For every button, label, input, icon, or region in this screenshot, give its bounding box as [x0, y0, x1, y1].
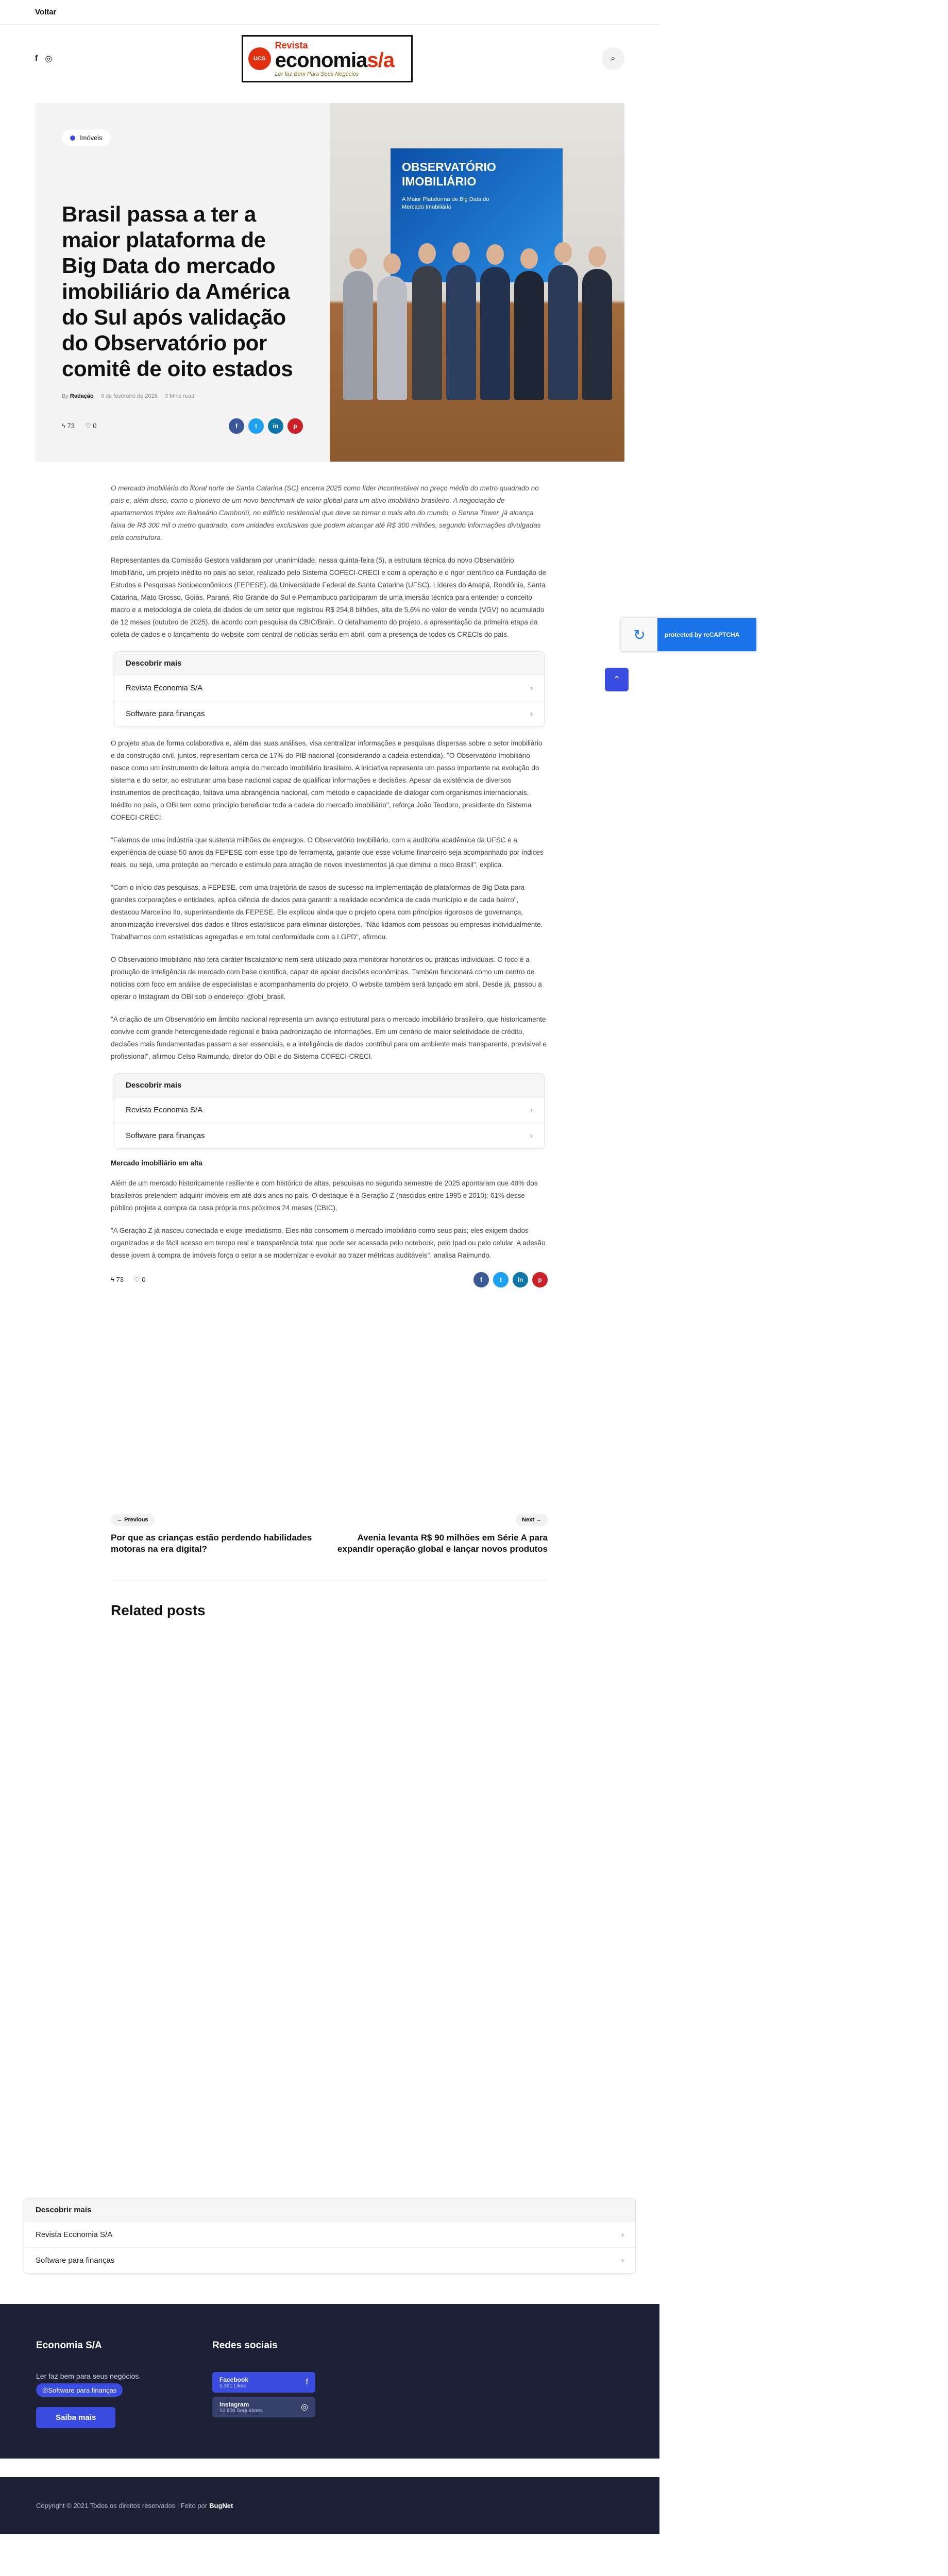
photo-people — [330, 214, 624, 400]
chevron-right-icon: › — [621, 2256, 624, 2265]
paragraph: "A Geração Z já nasceu conectada e exige imediatismo. Eles não consomem o mercado imobiliário como seus pais; eles exigem dados organizados e de fácil acesso em tempo real e transparência total que pode ser acessada pelo notebook, pelo Ipad ou pelo celular. A adesão desse jovem à compra de imóveis força o setor a se modernizar e evoluir ao trazer métricas auditáveis", analisa Raimundo. — [111, 1227, 546, 1259]
share-linkedin-icon[interactable]: in — [513, 1272, 528, 1287]
discover-item[interactable]: Software para finanças › — [24, 2247, 635, 2273]
previous-label: ← Previous — [111, 1514, 155, 1526]
share-linkedin-icon[interactable]: in — [268, 418, 283, 434]
discover-item[interactable]: Revista Economia S/A › — [114, 1097, 544, 1123]
back-link[interactable]: Voltar — [35, 8, 57, 16]
logo-badge: UCS — [248, 47, 271, 70]
share-pinterest-icon[interactable]: p — [287, 418, 303, 434]
paragraph: Além de um mercado historicamente resiliente e com histórico de altas, pesquisas no segundo semestre de 2025 apontaram que 48% dos brasileiros pretendem adquirir imóveis em até dois anos no país. O destaque é a Geração Z (nascidos entre 1995 e 2010): 61% desse público projeta a compra da casa própria nos próximos 24 meses (CBIC). — [111, 1179, 538, 1212]
discover-title: Descobrir mais — [114, 652, 544, 675]
post-navigation — [111, 1514, 548, 1581]
footer-social — [212, 2340, 315, 2421]
discover-box — [114, 651, 545, 727]
chevron-up-icon: ⌃ — [613, 674, 621, 685]
scroll-to-top-button[interactable] — [605, 668, 629, 691]
logo-tagline: Ler faz Bem Para Seus Negócios — [275, 71, 359, 77]
footer-social-title: Redes sociais — [212, 2340, 278, 2351]
subheading: Mercado imobiliário em alta — [111, 1159, 202, 1167]
likes-count[interactable]: ♡ 0 — [133, 1276, 146, 1283]
share-buttons — [229, 418, 303, 434]
paragraph: O projeto atua de forma colaborativa e, além das suas análises, visa centralizar informações e pesquisas dispersas sobre o setor imobiliário e da construção civil, juntos, representam cerca de 17% do PIB nacional (considerando a cadeia estendida). "O Observatório Imobiliário nasce como um instrumento de leitura ampla do mercado imobiliário brasileiro. A iniciativa representa um passo importante na evolução do sistema e do setor, ao estruturar uma base nacional capaz de qualificar informações e decisões. Apesar da existência de diversos instrumentos de precificação, faltava uma abrangência nacional, com método e capacidade de dialogar com organismos internacionais. Inédito no país, o OBI tem como princípio beneficiar toda a cadeia do mercado imobiliário", reforça João Teodoro, presidente do Sistema COFECI-CRECI. — [111, 739, 543, 821]
saiba-mais-button[interactable]: Saiba mais — [36, 2407, 115, 2428]
views-count: ϟ 73 — [111, 1276, 124, 1283]
hero — [35, 103, 624, 462]
logo-main: economias/a — [275, 48, 394, 72]
footer-about — [36, 2340, 141, 2428]
instagram-icon: ◎ — [301, 2403, 308, 2412]
share-twitter-icon[interactable]: t — [493, 1272, 509, 1287]
share-facebook-icon[interactable]: f — [473, 1272, 489, 1287]
share-buttons — [473, 1272, 548, 1287]
lead-paragraph: O mercado imobiliário do litoral norte de Santa Catarina (SC) encerra 2025 como líder incontestável no preço médio do metro quadrado no país e, além disso, como o pioneiro de um novo benchmark de valor global para um ativo imobiliário brasileiro. A negociação de apartamentos tríplex em Balneário Camboriú, no edifício residencial que deve se tornar o mais alto do mundo, o Senna Tower, já alcança faixa de R$ 300 mil o metro quadrado, com unidades exclusivas que podem alcançar até R$ 300 milhões, segundo informações divulgadas pela construtora. — [111, 484, 541, 541]
footer-brand: Economia S/A — [36, 2340, 102, 2351]
copyright-text: Copyright © 2021 Todos os direitos reservados | Feito por — [36, 2501, 208, 2510]
facebook-icon: f — [306, 2378, 308, 2386]
chevron-right-icon: › — [530, 1106, 533, 1114]
paragraph: "A criação de um Observatório em âmbito nacional representa um avanço estrutural para o mercado imobiliário brasileiro, que historicamente convive com grande heterogeneidade regional e baixa padronização de informações. Em um cenário de maior seletividade de crédito, decisões mais fundamentadas passam a ser essenciais, e a inteligência de dados contribui para um ambiente mais transparente, previsível e profissional", afirmou Celso Raimundo, diretor do OBI e do Sistema COFECI-CRECI. — [111, 1015, 547, 1060]
article-body — [111, 482, 548, 1287]
footer-pill[interactable]: ◎ Software para finanças — [36, 2383, 123, 2397]
next-title: Avenia levanta R$ 90 milhões em Série A para expandir operação global e lançar novos produtos — [337, 1533, 548, 1554]
instagram-box[interactable]: Instagram 12.600 Seguidores ◎ — [212, 2397, 315, 2417]
previous-post-link[interactable] — [111, 1514, 327, 1555]
discover-item[interactable]: Revista Economia S/A › — [114, 675, 544, 701]
next-label: Next → — [516, 1514, 548, 1526]
chevron-right-icon: › — [621, 2230, 624, 2239]
chevron-right-icon: › — [530, 684, 533, 692]
facebook-box[interactable]: Facebook 5.361 Likes f — [212, 2372, 315, 2393]
hero-actions — [62, 418, 303, 434]
category-pill[interactable]: Imóveis — [62, 130, 111, 146]
share-pinterest-icon[interactable]: p — [532, 1272, 548, 1287]
maker-link[interactable]: BugNet — [209, 2501, 233, 2510]
header-social — [35, 54, 52, 64]
search-icon[interactable]: ⌕ — [602, 47, 624, 70]
recaptcha-text: protected by reCAPTCHA — [657, 618, 756, 651]
author-link[interactable]: Redação — [70, 393, 94, 399]
discover-item[interactable]: Software para finanças › — [114, 701, 544, 726]
discover-box-sticky — [24, 2198, 636, 2274]
footer-tagline: Ler faz bem para seus negócios. — [36, 2372, 141, 2380]
photo-screen: OBSERVATÓRIO IMOBILIÁRIO A Maior Plataforma de Big Data do Mercado Imobiliário — [391, 148, 563, 282]
top-bar — [0, 0, 659, 25]
paragraph: "Falamos de uma indústria que sustenta milhões de empregos. O Observatório Imobiliário, com a auditoria acadêmica da UFSC e a experiência de quase 50 anos da FEPESE com esse tipo de ferramenta, garante que esse volume financeiro seja acompanhado por índices reais, ou seja, uma proteção ao mercado e estímulo para atração de novos investimentos já que diminui o risco Brasil", explica. — [111, 836, 544, 869]
paragraph: Representantes da Comissão Gestora validaram por unanimidade, nessa quinta-feira (5), a estrutura técnica do novo Observatório Imobiliário, um projeto inédito no país ao setor, realizado pelo Sistema COFECI-CRECI e com a operação e o rigor científico da Fundação de Estudos e Pesquisas Socioeconômicos (FEPESE), da Universidade Federal de Santa Catarina (UFSC). Líderes do Amapá, Rondônia, Santa Catarina, Mato Grosso, Goiás, Paraná, Rio Grande do Sul e Pernambuco participaram de uma imersão técnica para entender o conceito macro e a metodologia de coleta de dados de um setor que registrou R$ 254,8 bilhões, alta de 5,6% no valor de venda (VGV) no acumulado de 12 meses (outubro de 2025), de acordo com pesquisa da CBIC/Brain. O detalhamento do projeto, a apresentação da primeira etapa da coleta de dados e o lançamento do website com central de notícias serão em abril, com a presença de todos os CRECIs do país. — [111, 556, 546, 638]
recaptcha-badge[interactable] — [621, 618, 756, 651]
recaptcha-icon: ↻ — [621, 618, 657, 651]
share-facebook-icon[interactable]: f — [229, 418, 244, 434]
discover-title: Descobrir mais — [114, 1074, 544, 1097]
next-post-link[interactable] — [331, 1514, 548, 1555]
facebook-icon[interactable]: f — [35, 54, 38, 63]
discover-item[interactable]: Revista Economia S/A › — [24, 2222, 635, 2247]
previous-title: Por que as crianças estão perdendo habilidades motoras na era digital? — [111, 1533, 312, 1554]
read-time: 3 Mins read — [164, 393, 195, 399]
discover-box — [114, 1073, 545, 1149]
copyright-bar — [0, 2477, 659, 2534]
logo-top: Revista — [275, 40, 308, 50]
site-header — [0, 25, 659, 93]
instagram-icon[interactable]: ◎ — [45, 55, 53, 63]
article-actions — [111, 1272, 548, 1287]
likes-count[interactable]: ♡ 0 — [84, 422, 97, 430]
chevron-right-icon: › — [530, 1131, 533, 1140]
discover-title: Descobrir mais — [24, 2198, 635, 2222]
article-meta: By Redação 9 de fevereiro de 2026 3 Mins read — [62, 393, 195, 399]
date: 9 de fevereiro de 2026 — [100, 393, 158, 399]
article-title: Brasil passa a ter a maior plataforma de Big Data do mercado imobiliário da América do Sul após validação do Observatório por comitê de oito estados — [62, 202, 293, 381]
share-twitter-icon[interactable]: t — [248, 418, 264, 434]
dot-icon — [70, 135, 75, 141]
site-logo[interactable] — [242, 35, 413, 82]
chevron-right-icon: › — [530, 709, 533, 718]
hero-image — [330, 103, 624, 462]
views-count: ϟ 73 — [62, 422, 75, 430]
footer — [0, 2304, 659, 2459]
related-posts-heading: Related posts — [111, 1602, 206, 1618]
hero-text — [35, 103, 330, 462]
discover-item[interactable]: Software para finanças › — [114, 1123, 544, 1148]
paragraph: O Observatório Imobiliário não terá caráter fiscalizatório nem será utilizado para monitorar honorários ou práticas individuais. O foco é a produção de inteligência de mercado com base científica, capaz de apoiar decisões econômicas. Também funcionará como um centro de notícias com foco em análise de especialistas e acompanhamento do projeto. O website também será lançado em abril. Desde já, passou a operar o Instagram do OBI sob o endereço: @obi_brasil. — [111, 956, 542, 1001]
paragraph: "Com o início das pesquisas, a FEPESE, com uma trajetória de casos de sucesso na implementação de plataformas de Big Data para grandes corporações e entidades, aplica ciência de dados para garantir a realidade econômica de cada município e de cada bairro", destacou Marcelino Ilo, superintendente da FEPESE. Ele explicou ainda que o projeto opera com princípios rigorosos de governança, anonimização irreversível dos dados e filtros estatísticos para eliminar distorções. "Não lidamos com pessoas ou empresas individualmente. Trabalhamos com estatísticas agregadas e em total conformidade com a LGPD", afirmou. — [111, 884, 543, 941]
